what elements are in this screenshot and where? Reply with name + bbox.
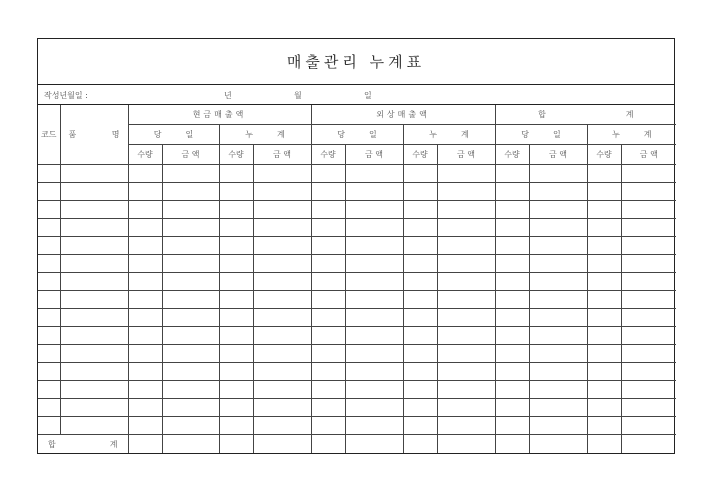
date-row — [38, 85, 674, 105]
table-cell[interactable] — [529, 363, 587, 381]
table-cell[interactable] — [529, 183, 587, 201]
table-cell[interactable] — [219, 291, 253, 309]
table-cell[interactable] — [529, 291, 587, 309]
table-cell[interactable] — [587, 219, 621, 237]
table-cell[interactable] — [38, 201, 60, 219]
table-cell[interactable] — [437, 363, 495, 381]
table-cell[interactable] — [345, 309, 403, 327]
table-cell[interactable] — [253, 183, 311, 201]
table-cell[interactable] — [529, 201, 587, 219]
total-cell[interactable] — [311, 435, 345, 454]
table-cell[interactable] — [403, 363, 437, 381]
header-amount: 금 액 — [253, 145, 311, 165]
table-cell[interactable] — [495, 201, 529, 219]
table-row — [38, 291, 676, 309]
table-cell[interactable] — [60, 363, 128, 381]
table-cell[interactable] — [621, 219, 676, 237]
total-cell[interactable] — [529, 435, 587, 454]
table-cell[interactable] — [345, 165, 403, 183]
table-cell[interactable] — [529, 327, 587, 345]
table-cell[interactable] — [529, 309, 587, 327]
table-cell[interactable] — [529, 273, 587, 291]
table-cell[interactable] — [311, 273, 345, 291]
table-cell[interactable] — [495, 345, 529, 363]
table-cell[interactable] — [621, 183, 676, 201]
table-row — [38, 381, 676, 399]
table-cell[interactable] — [60, 273, 128, 291]
day-label: 일 — [364, 91, 372, 100]
header-quantity: 수량 — [128, 145, 162, 165]
table-cell[interactable] — [437, 255, 495, 273]
table-cell[interactable] — [128, 291, 162, 309]
total-label — [38, 435, 128, 454]
table-cell[interactable] — [162, 291, 219, 309]
table-cell[interactable] — [403, 201, 437, 219]
table-cell[interactable] — [219, 417, 253, 435]
header-today — [311, 125, 403, 145]
table-cell[interactable] — [38, 363, 60, 381]
table-cell[interactable] — [529, 219, 587, 237]
table-cell[interactable] — [60, 345, 128, 363]
header-total-b: 계 — [625, 110, 634, 119]
table-cell[interactable] — [437, 345, 495, 363]
table-cell[interactable] — [495, 363, 529, 381]
table-cell[interactable] — [345, 255, 403, 273]
table-cell[interactable] — [403, 327, 437, 345]
table-cell[interactable] — [621, 165, 676, 183]
table-cell[interactable] — [253, 255, 311, 273]
table-cell[interactable] — [311, 219, 345, 237]
year-label: 년 — [224, 91, 232, 100]
table-cell[interactable] — [311, 381, 345, 399]
table-cell[interactable] — [219, 237, 253, 255]
table-cell[interactable] — [345, 399, 403, 417]
table-cell[interactable] — [253, 165, 311, 183]
total-label-b: 계 — [109, 439, 118, 449]
total-cell[interactable] — [253, 435, 311, 454]
table-cell[interactable] — [495, 381, 529, 399]
table-cell[interactable] — [437, 237, 495, 255]
header-cumulative-a: 누 — [429, 130, 438, 139]
total-cell[interactable] — [162, 435, 219, 454]
table-cell[interactable] — [403, 219, 437, 237]
table-cell[interactable] — [128, 237, 162, 255]
table-cell[interactable] — [253, 237, 311, 255]
table-cell[interactable] — [529, 399, 587, 417]
table-cell[interactable] — [587, 255, 621, 273]
table-cell[interactable] — [495, 399, 529, 417]
table-cell[interactable] — [253, 345, 311, 363]
table-row — [38, 165, 676, 183]
table-cell[interactable] — [403, 309, 437, 327]
header-amount: 금 액 — [162, 145, 219, 165]
table-cell[interactable] — [311, 291, 345, 309]
table-cell[interactable] — [128, 363, 162, 381]
table-cell[interactable] — [437, 219, 495, 237]
month-label: 월 — [294, 91, 302, 100]
table-cell[interactable] — [529, 345, 587, 363]
table-cell[interactable] — [621, 201, 676, 219]
total-cell[interactable] — [128, 435, 162, 454]
table-row — [38, 327, 676, 345]
table-cell[interactable] — [253, 399, 311, 417]
table-cell[interactable] — [587, 399, 621, 417]
header-today-b: 일 — [369, 130, 377, 139]
table-cell[interactable] — [162, 255, 219, 273]
table-cell[interactable] — [345, 291, 403, 309]
header-cumulative-b: 계 — [461, 130, 469, 139]
header-item-a: 품 — [68, 130, 77, 139]
table-cell[interactable] — [621, 381, 676, 399]
table-cell[interactable] — [219, 219, 253, 237]
table-cell[interactable] — [495, 165, 529, 183]
table-cell[interactable] — [128, 417, 162, 435]
table-cell[interactable] — [219, 183, 253, 201]
table-cell[interactable] — [529, 237, 587, 255]
table-cell[interactable] — [345, 201, 403, 219]
table-row — [38, 237, 676, 255]
table-cell[interactable] — [128, 255, 162, 273]
header-today — [495, 125, 587, 145]
table-cell[interactable] — [162, 183, 219, 201]
table-cell[interactable] — [587, 201, 621, 219]
table-cell[interactable] — [311, 345, 345, 363]
table-cell[interactable] — [621, 255, 676, 273]
table-cell[interactable] — [311, 363, 345, 381]
table-cell[interactable] — [162, 219, 219, 237]
table-cell[interactable] — [345, 381, 403, 399]
table-cell[interactable] — [60, 291, 128, 309]
table-cell[interactable] — [403, 345, 437, 363]
table-cell[interactable] — [587, 363, 621, 381]
table-cell[interactable] — [38, 273, 60, 291]
table-cell[interactable] — [621, 327, 676, 345]
table-cell[interactable] — [345, 273, 403, 291]
date-label: 작성년월일 : — [44, 91, 88, 100]
table-cell[interactable] — [587, 183, 621, 201]
header-cumulative-b: 계 — [643, 130, 652, 139]
header-quantity: 수량 — [219, 145, 253, 165]
header-amount: 금 액 — [621, 145, 676, 165]
table-cell[interactable] — [162, 309, 219, 327]
table-cell[interactable] — [345, 363, 403, 381]
total-label-a: 합 — [48, 439, 56, 449]
table-cell[interactable] — [403, 381, 437, 399]
table-cell[interactable] — [162, 399, 219, 417]
table-row — [38, 255, 676, 273]
table-cell[interactable] — [345, 219, 403, 237]
table-cell[interactable] — [162, 363, 219, 381]
table-cell[interactable] — [162, 327, 219, 345]
table-cell[interactable] — [38, 381, 60, 399]
table-cell[interactable] — [587, 165, 621, 183]
header-item — [60, 105, 128, 165]
table-cell[interactable] — [60, 165, 128, 183]
table-cell[interactable] — [587, 381, 621, 399]
table-cell[interactable] — [253, 273, 311, 291]
table-cell[interactable] — [437, 399, 495, 417]
table-cell[interactable] — [437, 183, 495, 201]
table-cell[interactable] — [495, 291, 529, 309]
table-cell[interactable] — [529, 417, 587, 435]
table-cell[interactable] — [128, 327, 162, 345]
total-cell[interactable] — [403, 435, 437, 454]
table-cell[interactable] — [60, 399, 128, 417]
total-cell[interactable] — [437, 435, 495, 454]
header-today-b: 일 — [553, 130, 561, 139]
header-cash-sales: 현금매출액 — [128, 105, 311, 125]
header-amount: 금 액 — [345, 145, 403, 165]
header-today-a: 당 — [337, 130, 346, 139]
table-cell[interactable] — [253, 309, 311, 327]
table-cell[interactable] — [587, 291, 621, 309]
header-item-b: 명 — [111, 130, 120, 139]
header-amount: 금 액 — [437, 145, 495, 165]
table-cell[interactable] — [128, 273, 162, 291]
table-cell[interactable] — [495, 183, 529, 201]
table-cell[interactable] — [162, 381, 219, 399]
table-cell[interactable] — [162, 273, 219, 291]
table-cell[interactable] — [219, 363, 253, 381]
table-cell[interactable] — [219, 345, 253, 363]
table-cell[interactable] — [495, 273, 529, 291]
total-cell[interactable] — [345, 435, 403, 454]
title-row — [38, 39, 674, 85]
table-cell[interactable] — [345, 327, 403, 345]
table-cell[interactable] — [219, 165, 253, 183]
table-cell[interactable] — [311, 309, 345, 327]
table-cell[interactable] — [311, 399, 345, 417]
total-cell[interactable] — [621, 435, 676, 454]
table-row — [38, 183, 676, 201]
table-cell[interactable] — [529, 255, 587, 273]
header-today — [128, 125, 219, 145]
table-cell[interactable] — [128, 183, 162, 201]
table-cell[interactable] — [587, 417, 621, 435]
header-cumulative-b: 계 — [277, 130, 285, 139]
table-cell[interactable] — [253, 327, 311, 345]
table-cell[interactable] — [311, 237, 345, 255]
table-row — [38, 417, 676, 435]
table-row — [38, 201, 676, 219]
table-cell[interactable] — [253, 417, 311, 435]
table-cell[interactable] — [621, 345, 676, 363]
total-cell[interactable] — [587, 435, 621, 454]
header-quantity: 수량 — [311, 145, 345, 165]
table-cell[interactable] — [219, 399, 253, 417]
table-row — [38, 399, 676, 417]
header-total-group — [495, 105, 676, 125]
table-cell[interactable] — [621, 417, 676, 435]
table-cell[interactable] — [38, 327, 60, 345]
table-cell[interactable] — [345, 345, 403, 363]
table-cell[interactable] — [219, 309, 253, 327]
table-cell[interactable] — [38, 219, 60, 237]
table-cell[interactable] — [345, 237, 403, 255]
table-cell[interactable] — [60, 255, 128, 273]
header-quantity: 수량 — [403, 145, 437, 165]
table-cell[interactable] — [437, 201, 495, 219]
sales-table — [38, 105, 676, 453]
table-cell[interactable] — [60, 417, 128, 435]
table-cell[interactable] — [403, 237, 437, 255]
table-cell[interactable] — [60, 219, 128, 237]
table-cell[interactable] — [621, 399, 676, 417]
table-cell[interactable] — [311, 183, 345, 201]
table-row — [38, 363, 676, 381]
table-cell[interactable] — [162, 201, 219, 219]
table-cell[interactable] — [621, 273, 676, 291]
header-cumulative — [587, 125, 676, 145]
header-cumulative — [403, 125, 495, 145]
table-cell[interactable] — [128, 309, 162, 327]
table-cell[interactable] — [60, 381, 128, 399]
table-cell[interactable] — [437, 165, 495, 183]
table-cell[interactable] — [587, 327, 621, 345]
table-cell[interactable] — [219, 327, 253, 345]
table-cell[interactable] — [587, 237, 621, 255]
table-cell[interactable] — [253, 201, 311, 219]
table-cell[interactable] — [311, 201, 345, 219]
table-cell[interactable] — [38, 237, 60, 255]
table-cell[interactable] — [162, 345, 219, 363]
table-cell[interactable] — [219, 381, 253, 399]
header-quantity: 수량 — [495, 145, 529, 165]
header-total-a: 합 — [538, 110, 546, 119]
header-credit-sales: 외상매출액 — [311, 105, 495, 125]
table-cell[interactable] — [587, 345, 621, 363]
table-cell[interactable] — [437, 417, 495, 435]
table-cell[interactable] — [529, 381, 587, 399]
table-cell[interactable] — [38, 255, 60, 273]
table-cell[interactable] — [587, 273, 621, 291]
table-cell[interactable] — [495, 327, 529, 345]
header-cumulative-a: 누 — [245, 130, 253, 139]
table-cell[interactable] — [38, 309, 60, 327]
table-cell[interactable] — [621, 237, 676, 255]
total-cell[interactable] — [219, 435, 253, 454]
header-today-a: 당 — [521, 130, 530, 139]
table-cell[interactable] — [38, 183, 60, 201]
table-cell[interactable] — [162, 237, 219, 255]
table-row — [38, 309, 676, 327]
table-cell[interactable] — [128, 345, 162, 363]
header-today-a: 당 — [153, 130, 162, 139]
table-cell[interactable] — [311, 165, 345, 183]
header-quantity: 수량 — [587, 145, 621, 165]
ledger-form — [37, 38, 675, 454]
table-cell[interactable] — [495, 237, 529, 255]
table-cell[interactable] — [403, 165, 437, 183]
table-cell[interactable] — [219, 273, 253, 291]
table-row — [38, 273, 676, 291]
header-row-groups — [38, 105, 676, 125]
table-cell[interactable] — [529, 165, 587, 183]
table-cell[interactable] — [38, 345, 60, 363]
table-cell[interactable] — [128, 201, 162, 219]
table-cell[interactable] — [495, 417, 529, 435]
table-cell[interactable] — [60, 201, 128, 219]
table-cell[interactable] — [60, 327, 128, 345]
table-cell[interactable] — [128, 381, 162, 399]
header-amount: 금 액 — [529, 145, 587, 165]
table-cell[interactable] — [128, 165, 162, 183]
total-row — [38, 435, 676, 454]
table-cell[interactable] — [311, 255, 345, 273]
table-cell[interactable] — [162, 165, 219, 183]
header-code: 코드 — [38, 105, 60, 165]
table-cell[interactable] — [128, 219, 162, 237]
table-cell[interactable] — [437, 291, 495, 309]
table-cell[interactable] — [253, 363, 311, 381]
table-cell[interactable] — [38, 165, 60, 183]
table-cell[interactable] — [253, 219, 311, 237]
table-cell[interactable] — [437, 327, 495, 345]
table-cell[interactable] — [38, 417, 60, 435]
table-cell[interactable] — [311, 327, 345, 345]
table-row — [38, 345, 676, 363]
table-cell[interactable] — [60, 309, 128, 327]
table-cell[interactable] — [437, 273, 495, 291]
page-title: 매출관리 누계표 — [286, 53, 426, 71]
table-cell[interactable] — [38, 399, 60, 417]
table-cell[interactable] — [219, 201, 253, 219]
table-cell[interactable] — [162, 417, 219, 435]
table-cell[interactable] — [403, 399, 437, 417]
header-cumulative-a: 누 — [612, 130, 620, 139]
header-today-b: 일 — [185, 130, 194, 139]
table-cell[interactable] — [253, 291, 311, 309]
table-cell[interactable] — [495, 255, 529, 273]
table-cell[interactable] — [403, 273, 437, 291]
table-cell[interactable] — [60, 237, 128, 255]
table-cell[interactable] — [60, 183, 128, 201]
table-cell[interactable] — [219, 255, 253, 273]
table-cell[interactable] — [621, 309, 676, 327]
table-cell[interactable] — [621, 363, 676, 381]
table-cell[interactable] — [437, 309, 495, 327]
total-cell[interactable] — [495, 435, 529, 454]
header-row-columns — [38, 145, 676, 165]
table-cell[interactable] — [403, 255, 437, 273]
table-cell[interactable] — [403, 291, 437, 309]
table-row — [38, 219, 676, 237]
table-cell[interactable] — [345, 183, 403, 201]
table-cell[interactable] — [437, 381, 495, 399]
table-cell[interactable] — [495, 219, 529, 237]
table-cell[interactable] — [253, 381, 311, 399]
table-cell[interactable] — [128, 399, 162, 417]
table-cell[interactable] — [403, 417, 437, 435]
table-cell[interactable] — [495, 309, 529, 327]
table-cell[interactable] — [345, 417, 403, 435]
table-cell[interactable] — [38, 291, 60, 309]
header-cumulative — [219, 125, 311, 145]
header-row-periods — [38, 125, 676, 145]
table-cell[interactable] — [311, 417, 345, 435]
table-cell[interactable] — [621, 291, 676, 309]
table-cell[interactable] — [403, 183, 437, 201]
table-cell[interactable] — [587, 309, 621, 327]
